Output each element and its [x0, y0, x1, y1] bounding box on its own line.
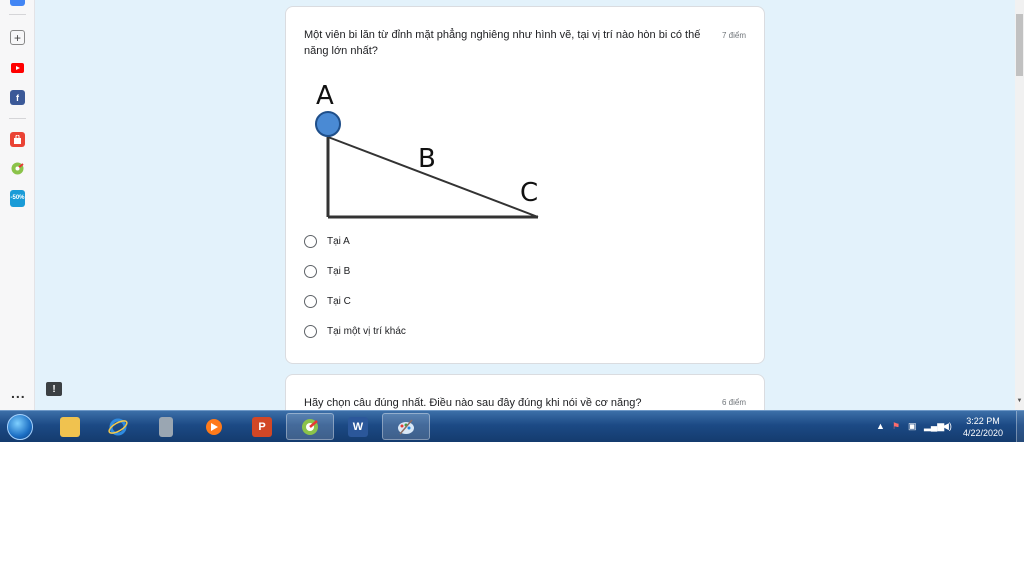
question-card-1 — [285, 6, 765, 364]
label-b: B — [418, 144, 436, 174]
signal-strength-icon[interactable]: ▂▄▆ — [924, 421, 945, 431]
taskbar-internet-explorer[interactable] — [94, 413, 142, 440]
coccoc-glyph — [300, 417, 320, 437]
system-tray — [870, 411, 1020, 442]
internet-explorer-icon — [108, 417, 128, 437]
question-text: Một viên bi lăn từ đỉnh mặt phẳng nghiêng như hình vẽ, tại vị trí nào hòn bi có thế năng lớn nhất? — [304, 29, 701, 57]
powerpoint-glyph: P — [258, 420, 266, 433]
word-icon — [348, 417, 368, 437]
taskbar-word[interactable] — [334, 413, 382, 440]
option-a[interactable] — [304, 233, 350, 249]
volume-icon[interactable]: ◀) — [942, 421, 952, 431]
browser-sidebar — [0, 0, 35, 410]
option-label: Tại C — [327, 295, 351, 307]
pinwheel-glyph — [10, 161, 25, 176]
file-explorer-icon — [60, 417, 80, 437]
question-points: 6 điểm — [721, 398, 746, 407]
taskbar-file-explorer[interactable] — [46, 413, 94, 440]
action-center-flag-icon[interactable]: ⚑ — [892, 421, 901, 431]
pinwheel-icon[interactable] — [10, 161, 25, 176]
incline-diagram — [306, 77, 556, 227]
paint-icon — [396, 417, 416, 437]
add-icon-glyph: + — [13, 30, 21, 45]
taskbar-calculator[interactable] — [142, 413, 190, 440]
paint-glyph — [396, 417, 416, 437]
feedback-button[interactable] — [46, 382, 62, 396]
taskbar-powerpoint[interactable] — [238, 413, 286, 440]
option-b[interactable] — [304, 263, 350, 279]
scroll-thumb[interactable] — [1016, 14, 1023, 76]
radio-button[interactable] — [304, 235, 317, 248]
taskbar-coccoc-browser[interactable] — [286, 413, 334, 440]
sale-tag-glyph: -50% — [10, 195, 25, 201]
question-points: 7 điểm — [721, 31, 746, 40]
scroll-down-arrow-icon[interactable]: ▼ — [1016, 398, 1023, 404]
shopping-bag-icon[interactable] — [10, 132, 25, 147]
clock-time[interactable]: 3:22 PM — [966, 416, 1000, 426]
powerpoint-icon — [252, 417, 272, 437]
add-icon[interactable] — [10, 30, 25, 45]
feedback-icon: ! — [52, 383, 56, 395]
option-label: Tại một vị trí khác — [327, 325, 406, 337]
option-c[interactable] — [304, 293, 351, 309]
sidebar-divider — [9, 14, 26, 15]
sale-tag-icon[interactable] — [10, 190, 25, 207]
label-c: C — [520, 178, 539, 208]
show-hidden-icons-icon[interactable]: ▲ — [876, 421, 885, 431]
label-a: A — [316, 81, 334, 111]
play-glyph — [210, 423, 218, 431]
more-options-icon[interactable]: ... — [11, 385, 26, 401]
ie-glyph — [108, 417, 128, 437]
youtube-icon[interactable] — [10, 60, 25, 75]
option-other-position[interactable] — [304, 323, 406, 339]
youtube-glyph — [11, 63, 24, 73]
marble — [316, 112, 340, 136]
facebook-glyph: f — [16, 92, 19, 103]
start-button[interactable] — [7, 414, 33, 440]
radio-button[interactable] — [304, 295, 317, 308]
option-label: Tại A — [327, 235, 350, 247]
question-text: Hãy chọn câu đúng nhất. Điều nào sau đây đúng khi nói về cơ năng? — [304, 397, 642, 409]
word-glyph: W — [352, 420, 364, 433]
radio-button[interactable] — [304, 325, 317, 338]
windows-taskbar — [0, 410, 1024, 442]
facebook-icon[interactable] — [10, 90, 25, 105]
taskbar-media-player[interactable] — [190, 413, 238, 440]
sidebar-divider — [9, 118, 26, 119]
coccoc-browser-icon — [300, 417, 320, 437]
clock-date[interactable]: 4/22/2020 — [962, 428, 1004, 438]
media-player-icon — [206, 419, 222, 435]
option-label: Tại B — [327, 265, 351, 277]
messenger-icon[interactable] — [10, 0, 25, 6]
form-content-area — [35, 0, 1015, 410]
calculator-icon — [159, 417, 173, 437]
radio-button[interactable] — [304, 265, 317, 278]
taskbar-paint[interactable] — [382, 413, 430, 440]
network-icon[interactable]: ▣ — [908, 421, 917, 431]
show-desktop-button[interactable] — [1016, 411, 1024, 442]
shopping-bag-glyph — [13, 135, 22, 144]
page-scrollbar[interactable] — [1015, 0, 1024, 410]
